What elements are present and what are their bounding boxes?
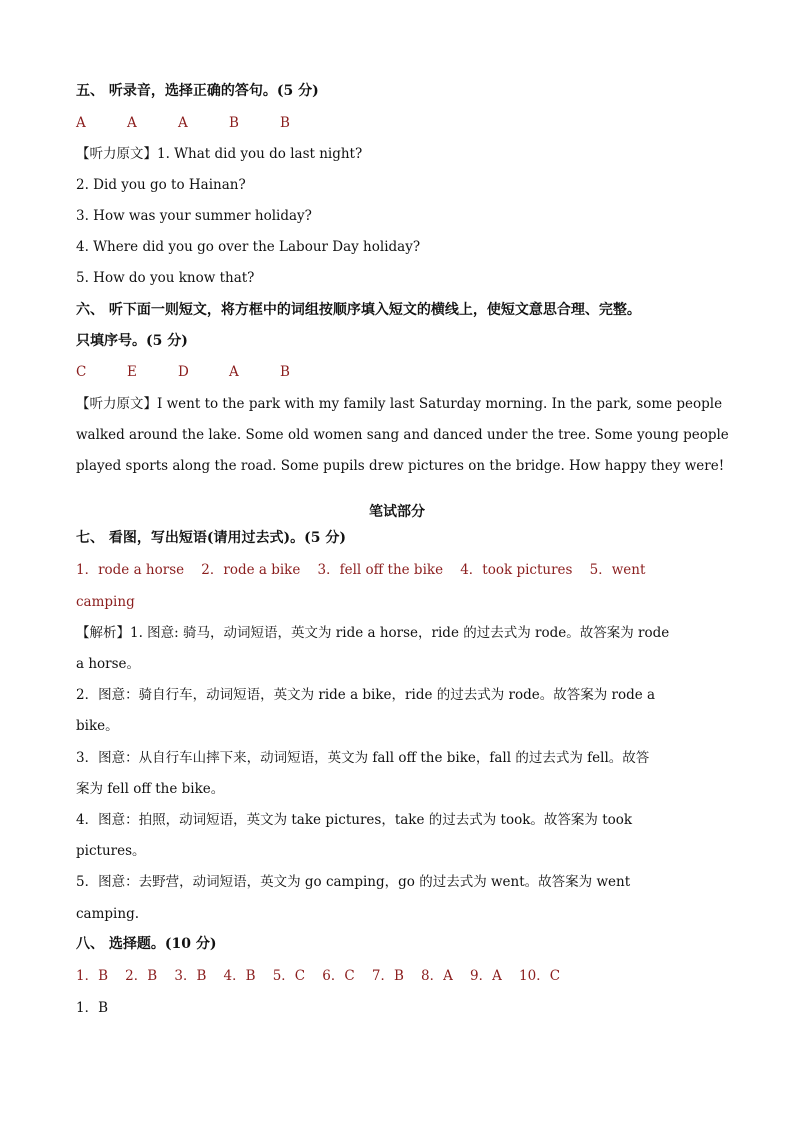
section-6-passage-line: played sports along the road. Some pupils drew pictures on the bridge. How happy they were!	[76, 458, 725, 474]
section-6-passage-line: walked around the lake. Some old women sang and danced under the tree. Some young people	[76, 427, 729, 443]
section-6-passage-line	[76, 394, 738, 414]
section-5-transcript-line: 5. How do you know that?	[76, 270, 255, 286]
section-7-analysis-line: pictures。	[76, 843, 146, 859]
section-7-analysis-line: bike。	[76, 718, 119, 734]
section-5-heading: 五、 听录音，选择正确的答句。(5 分)	[76, 83, 319, 99]
section-6-heading-cont: 只填序号。(5 分)	[76, 333, 188, 349]
section-5-transcript-line: 4. Where did you go over the Labour Day holiday?	[76, 239, 421, 255]
section-8-heading: 八、 选择题。(10 分)	[76, 936, 217, 952]
section-5-answers	[76, 113, 738, 133]
section-7-answers-cont: camping	[76, 594, 135, 610]
section-8-answers: 1．B 2．B 3．B 4．B 5．C 6．C 7．B 8．A 9．A 10．C	[76, 968, 561, 984]
section-7-analysis-line: 2．图意：骑自行车，动词短语，英文为 ride a bike，ride 的过去式为 rode。故答案为 rode a	[76, 687, 656, 703]
section-7-analysis-line: 5．图意：去野营，动词短语，英文为 go camping，go 的过去式为 went。故答案为 went	[76, 874, 631, 890]
section-7-heading: 七、 看图，写出短语(请用过去式)。(5 分)	[76, 530, 346, 546]
section-7-analysis-line: 4．图意：拍照，动词短语，英文为 take pictures，take 的过去式为 took。故答案为 took	[76, 812, 633, 828]
transcript-text: I went to the park with my family last Saturday morning. In the park, some people	[157, 396, 723, 412]
section-7-analysis-line: a horse。	[76, 656, 141, 672]
written-part-title: 笔试部分	[369, 504, 425, 520]
section-7-analysis-line: camping.	[76, 906, 139, 922]
section-6-answers	[76, 362, 738, 382]
answer-item: A	[76, 115, 86, 131]
analysis-text: 1. 图意: 骑马，动词短语，英文为 ride a horse，ride 的过去式为 rode。故答案为 rode	[130, 625, 670, 641]
transcript-text: 1. What did you do last night?	[157, 146, 363, 162]
section-5-transcript-line	[76, 144, 738, 164]
section-7-answers: 1．rode a horse 2．rode a bike 3．fell off the bike 4．took pictures 5．went	[76, 562, 646, 578]
section-5-transcript-line: 2. Did you go to Hainan?	[76, 177, 246, 193]
transcript-tag: 【听力原文】	[76, 396, 157, 412]
answer-item: E	[127, 364, 137, 380]
section-8-first-item: 1．B	[76, 1000, 109, 1016]
transcript-tag: 【听力原文】	[76, 146, 157, 162]
answer-item: A	[178, 115, 188, 131]
section-7-analysis-line: 3．图意：从自行车山摔下来，动词短语，英文为 fall off the bike，fall 的过去式为 fell。故答	[76, 750, 650, 766]
answer-item: B	[280, 364, 290, 380]
section-7-analysis-line: 案为 fell off the bike。	[76, 781, 225, 797]
analysis-tag: 【解析】	[76, 625, 130, 641]
answer-item: B	[229, 115, 239, 131]
answer-item: A	[127, 115, 137, 131]
answer-item: C	[76, 364, 87, 380]
answer-item: B	[280, 115, 290, 131]
answer-item: D	[178, 364, 189, 380]
section-5-transcript-line: 3. How was your summer holiday?	[76, 208, 312, 224]
answer-item: A	[229, 364, 239, 380]
section-7-analysis-line	[76, 623, 738, 643]
section-6-heading: 六、 听下面一则短文，将方框中的词组按顺序填入短文的横线上，使短文意思合理、完整。	[76, 302, 641, 318]
